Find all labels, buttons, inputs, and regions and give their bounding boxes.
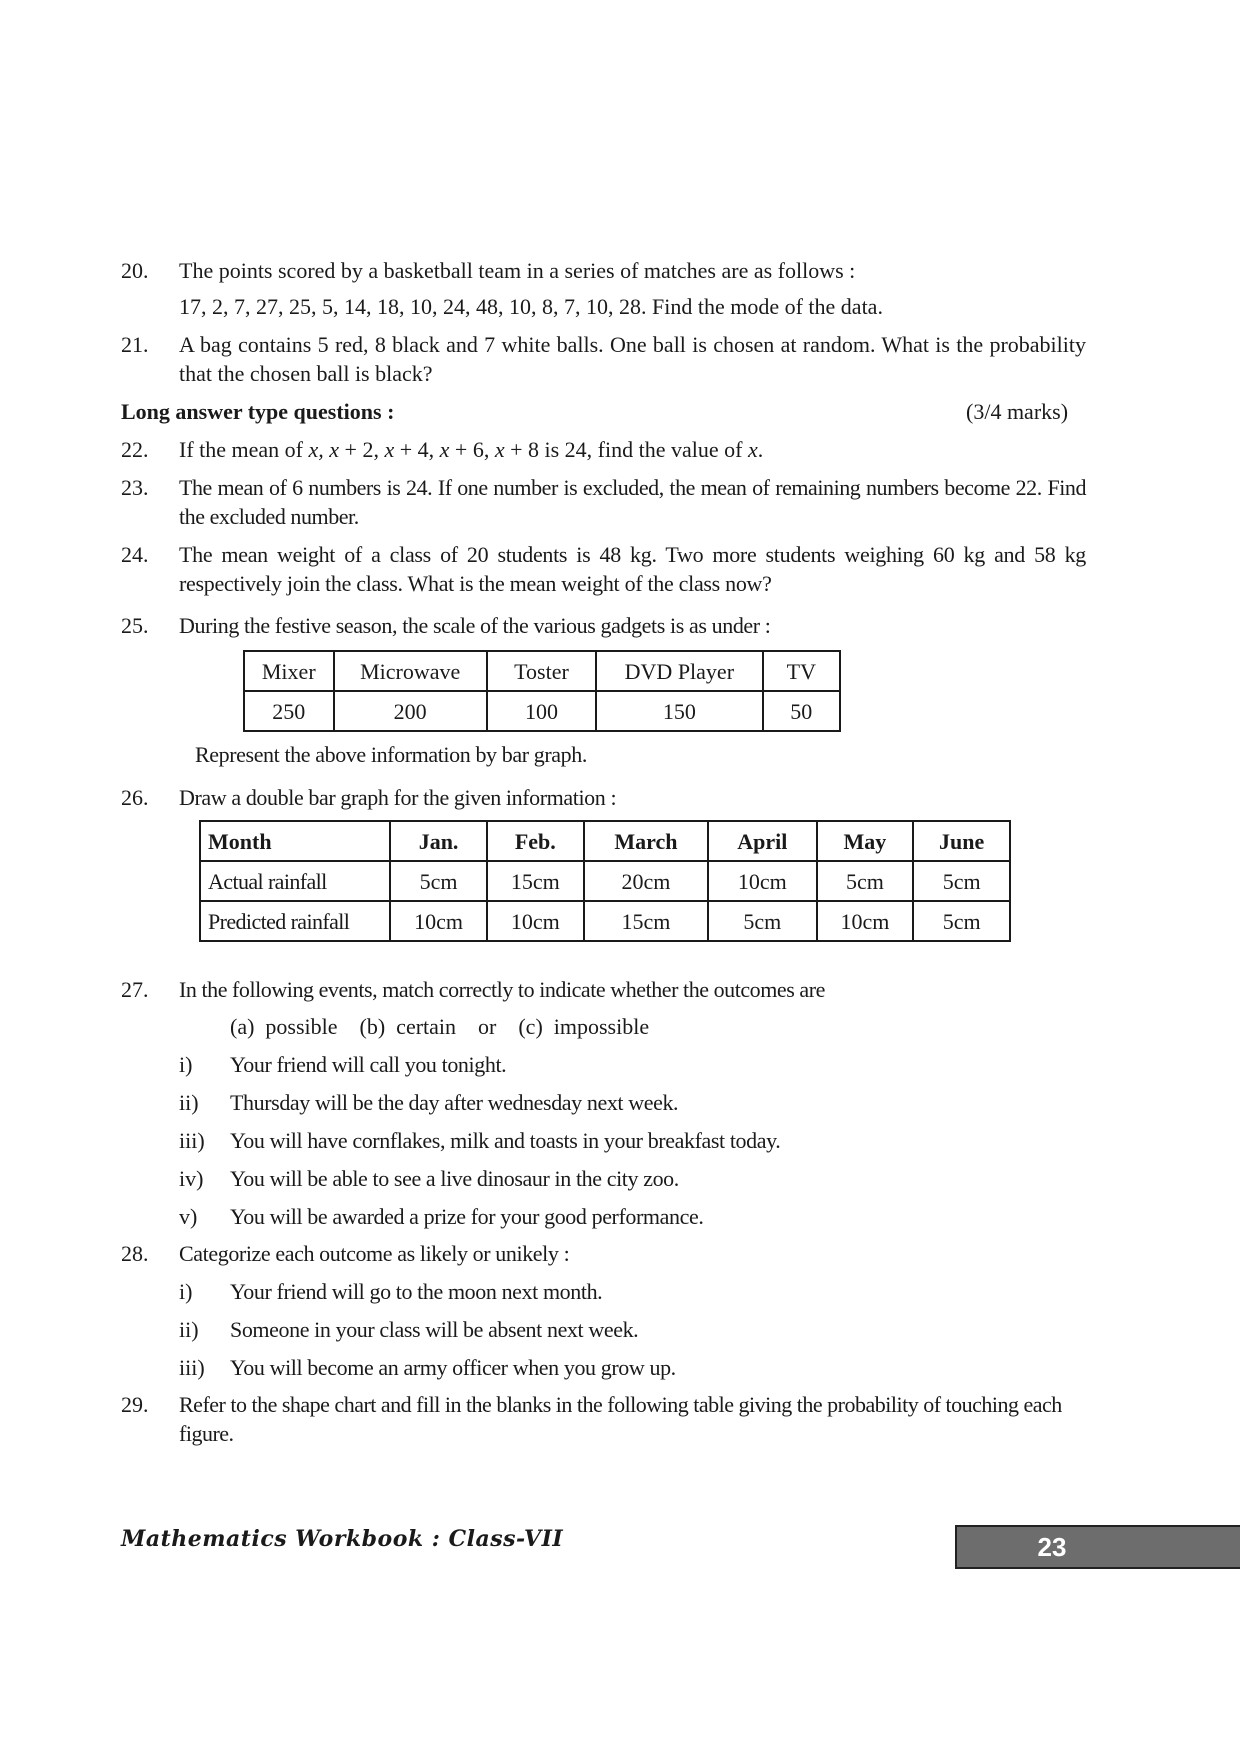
q27-options: (a) possible (b) certain or (c) impossible <box>230 1014 650 1039</box>
table-cell: 10cm <box>817 901 914 941</box>
table-row <box>200 901 1010 941</box>
q27-item-number: ii) <box>179 1090 199 1115</box>
q28-item-text: You will become an army officer when you grow up. <box>230 1355 676 1380</box>
gadget-sales-table <box>243 650 841 732</box>
table-cell: April <box>708 821 816 861</box>
table-cell: Actual rainfall <box>200 861 390 901</box>
q22-number: 22. <box>121 437 149 462</box>
q24-number: 24. <box>121 542 149 567</box>
table-cell: Predicted rainfall <box>200 901 390 941</box>
q21-number: 21. <box>121 332 149 357</box>
table-cell: TV <box>763 651 840 691</box>
workbook-title: Mathematics Workbook : Class-VII <box>121 1526 564 1552</box>
q22-variable: x <box>747 437 758 462</box>
table-cell: 10cm <box>390 901 487 941</box>
rainfall-table <box>199 820 1011 942</box>
table-cell: Toster <box>487 651 596 691</box>
table-cell: 15cm <box>584 901 708 941</box>
q23-number: 23. <box>121 475 149 500</box>
q21-text: A bag contains 5 red, 8 black and 7 white balls. One ball is chosen at random. What is the probability that the chosen ball is black? <box>179 332 1086 386</box>
q20-text <box>179 256 1086 321</box>
table-cell: 5cm <box>390 861 487 901</box>
q20-line2: 17, 2, 7, 27, 25, 5, 14, 18, 10, 24, 48, 10, 8, 7, 10, 28. Find the mode of the data. <box>179 294 883 319</box>
q26-number: 26. <box>121 785 149 810</box>
q22-text <box>179 435 1086 464</box>
table-cell: March <box>584 821 708 861</box>
long-answer-heading: Long answer type questions : <box>121 399 395 424</box>
long-answer-marks: (3/4 marks) <box>966 399 1069 424</box>
q28-item-number: ii) <box>179 1317 199 1342</box>
q25-number: 25. <box>121 613 149 638</box>
table-cell: 5cm <box>913 901 1010 941</box>
table-cell: DVD Player <box>596 651 763 691</box>
q22-part: + 8 is 24, find the value of <box>504 437 748 462</box>
q28-item-text: Your friend will go to the moon next month. <box>230 1279 603 1304</box>
q22-variable: x, x <box>308 437 340 462</box>
table-cell: 5cm <box>708 901 816 941</box>
table-cell: 50 <box>763 691 840 731</box>
table-cell: 15cm <box>487 861 584 901</box>
q25-text: During the festive season, the scale of the various gadgets is as under : <box>179 613 771 638</box>
table-cell: Month <box>200 821 390 861</box>
table-cell: 150 <box>596 691 763 731</box>
table-row <box>200 861 1010 901</box>
q28-item-text: Someone in your class will be absent next week. <box>230 1317 639 1342</box>
table-cell: 5cm <box>817 861 914 901</box>
table-cell: Microwave <box>334 651 487 691</box>
q22-part: . <box>757 437 764 462</box>
q29-text: Refer to the shape chart and fill in the blanks in the following table giving the probability of touching each figure. <box>179 1392 1062 1446</box>
q22-variable: x <box>439 437 450 462</box>
table-cell: May <box>817 821 914 861</box>
q27-item-number: iii) <box>179 1128 205 1153</box>
table-cell: June <box>913 821 1010 861</box>
q23-text: The mean of 6 numbers is 24. If one number is excluded, the mean of remaining numbers become 22. Find the excluded number. <box>179 475 1086 529</box>
q27-item-text: Thursday will be the day after wednesday next week. <box>230 1090 679 1115</box>
page-number: 23 <box>1037 1532 1067 1562</box>
q26-text: Draw a double bar graph for the given information : <box>179 785 617 810</box>
q29-number: 29. <box>121 1392 149 1417</box>
table-cell: 10cm <box>708 861 816 901</box>
q20-number: 20. <box>121 258 149 283</box>
q28-item-number: i) <box>179 1279 193 1304</box>
table-row <box>244 651 840 691</box>
q22-part: + 6, <box>449 437 495 462</box>
q28-text: Categorize each outcome as likely or unikely : <box>179 1241 570 1266</box>
q22-variable: x <box>384 437 395 462</box>
q27-item-text: Your friend will call you tonight. <box>230 1052 507 1077</box>
q22-variable: x <box>494 437 505 462</box>
q28-number: 28. <box>121 1241 149 1266</box>
q27-item-number: iv) <box>179 1166 204 1191</box>
table-row <box>244 691 840 731</box>
q25-instruction: Represent the above information by bar graph. <box>195 742 587 767</box>
q22-part: If the mean of <box>179 437 309 462</box>
q27-item-number: v) <box>179 1204 198 1229</box>
table-cell: 10cm <box>487 901 584 941</box>
page-number-box <box>955 1525 1240 1569</box>
q22-part: + 2, <box>339 437 385 462</box>
q27-text: In the following events, match correctly to indicate whether the outcomes are <box>179 977 825 1002</box>
q27-item-text: You will be awarded a prize for your good performance. <box>230 1204 704 1229</box>
table-cell: Feb. <box>487 821 584 861</box>
table-cell: 100 <box>487 691 596 731</box>
q20-line1: The points scored by a basketball team in a series of matches are as follows : <box>179 258 856 283</box>
q27-number: 27. <box>121 977 149 1002</box>
q27-item-number: i) <box>179 1052 193 1077</box>
q24-text: The mean weight of a class of 20 students is 48 kg. Two more students weighing 60 kg and 58 kg respectively join the class. What is the mean weight of the class now? <box>179 542 1086 596</box>
table-cell: 20cm <box>584 861 708 901</box>
table-cell: 200 <box>334 691 487 731</box>
table-cell: Jan. <box>390 821 487 861</box>
q22-part: + 4, <box>394 437 440 462</box>
table-cell: 5cm <box>913 861 1010 901</box>
q27-item-text: You will be able to see a live dinosaur in the city zoo. <box>230 1166 679 1191</box>
q27-item-text: You will have cornflakes, milk and toasts in your breakfast today. <box>230 1128 781 1153</box>
table-row <box>200 821 1010 861</box>
table-cell: Mixer <box>244 651 334 691</box>
table-cell: 250 <box>244 691 334 731</box>
q28-item-number: iii) <box>179 1355 205 1380</box>
